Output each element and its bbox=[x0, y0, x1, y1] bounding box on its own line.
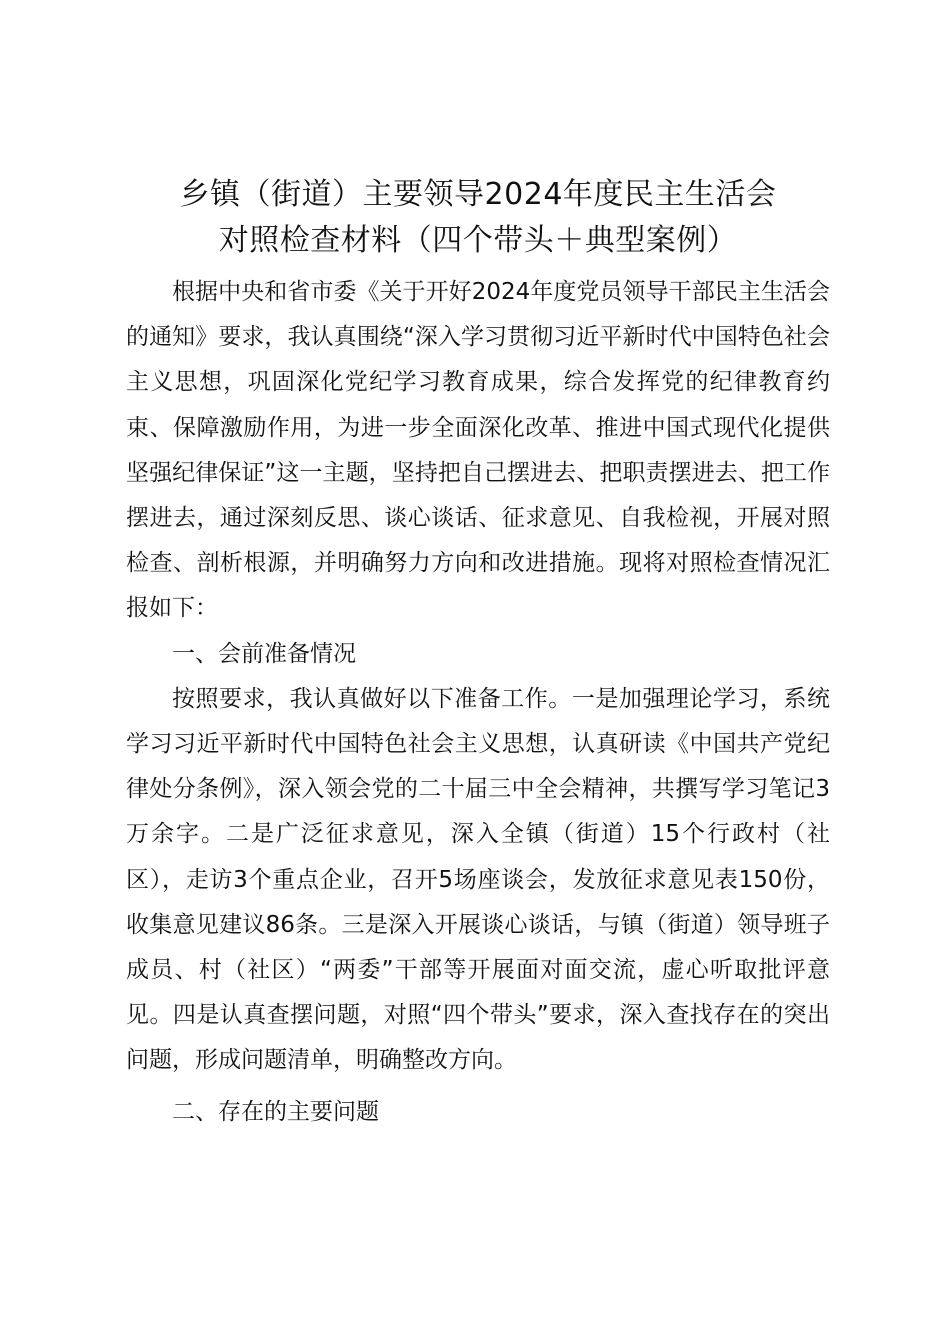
document-title bbox=[126, 172, 830, 264]
section-heading-preparation: 一、会前准备情况 bbox=[172, 640, 356, 667]
section-heading-problems: 二、存在的主要问题 bbox=[172, 1098, 379, 1125]
document-page bbox=[126, 172, 830, 1135]
preparation-paragraph: 按照要求，我认真做好以下准备工作。一是加强理论学习，系统学习习近平新时代中国特色社会主义思想，认真研读《中国共产党纪律处分条例》，深入领会党的二十届三中全会精神，共撰写学习笔记3万余字。二是广泛征求意见，深入全镇（街道）15个行政村（社区），走访3个重点企业，召开5场座谈会，发放征求意见表150份，收集意见建议86条。三是深入开展谈心谈话，与镇（街道）领导班子成员、村（社区）“两委”干部等开展面对面交流，虚心听取批评意见。四是认真查摆问题，对照“四个带头”要求，深入查找存在的突出问题，形成问题清单，明确整改方向。 bbox=[126, 685, 830, 1074]
title-line-1: 乡镇（街道）主要领导2024年度民主生活会 bbox=[179, 177, 777, 212]
title-line-2: 对照检查材料（四个带头＋典型案例） bbox=[218, 223, 738, 258]
intro-paragraph: 根据中央和省市委《关于开好2024年度党员领导干部民主生活会的通知》要求，我认真围绕“深入学习贯彻习近平新时代中国特色社会主义思想，巩固深化党纪学习教育成果，综合发挥党的纪律教育约束、保障激励作用，为进一步全面深化改革、推进中国式现代化提供坚强纪律保证”这一主题，坚持把自己摆进去、把职责摆进去、把工作摆进去，通过深刻反思、谈心谈话、征求意见、自我检视，开展对照检查、剖析根源，并明确努力方向和改进措施。现将对照检查情况汇报如下： bbox=[126, 279, 830, 622]
